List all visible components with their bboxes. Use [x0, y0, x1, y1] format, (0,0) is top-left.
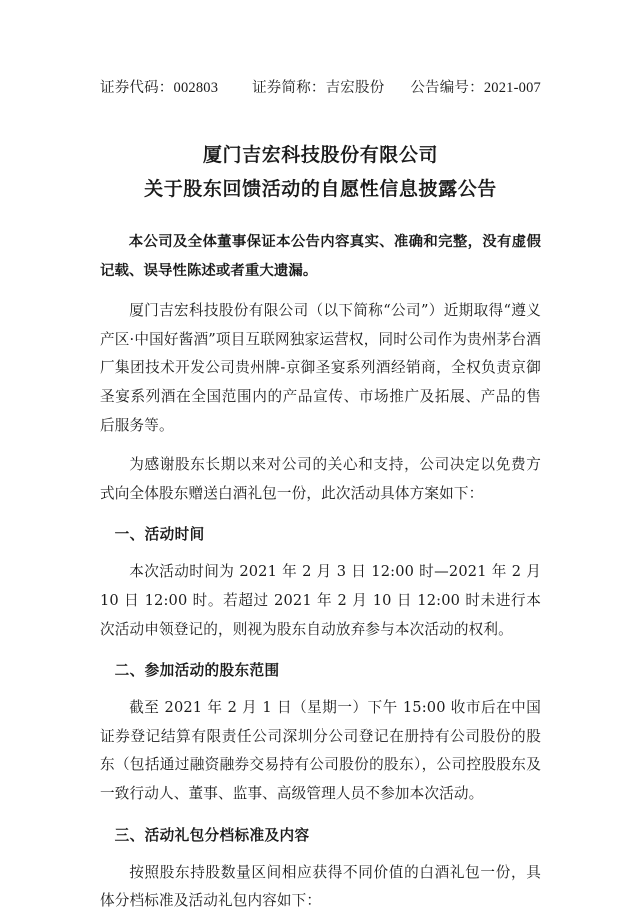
section-heading-two: 二、参加活动的股东范围	[114, 662, 280, 680]
security-abbr-group	[252, 78, 384, 98]
spacer-before-section-one	[100, 508, 541, 521]
section-heading-one: 一、活动时间	[114, 526, 205, 544]
spacer-after-heading-two	[100, 684, 541, 694]
document-content	[100, 78, 541, 916]
security-abbr-label: 证券简称：	[252, 80, 326, 96]
spacer-after-disclaimer	[100, 285, 541, 297]
security-code-label: 证券代码：	[100, 80, 174, 96]
section-heading-three: 三、活动礼包分档标准及内容	[114, 826, 310, 844]
notice-number-value: 2021-007	[483, 80, 541, 96]
security-code-value: 002803	[173, 80, 219, 96]
section-paragraph-three: 按照股东持股数量区间相应获得不同价值的白酒礼包一份，具体分档标准及活动礼包内容如下：	[100, 863, 541, 910]
security-code-group	[100, 78, 218, 98]
security-abbr-value: 吉宏股份	[325, 80, 385, 96]
securities-header-line	[100, 78, 541, 98]
notice-number-label: 公告编号：	[410, 80, 484, 96]
spacer-after-heading-one	[100, 548, 541, 558]
title-announcement-subject: 关于股东回馈活动的自愿性信息披露公告	[144, 178, 497, 200]
page-title	[100, 138, 541, 206]
spacer-after-intro	[100, 440, 541, 451]
spacer-before-section-two	[100, 644, 541, 657]
section-paragraph-two: 截至 2021 年 2 月 1 日（星期一）下午 15:00 收市后在中国证券登记结算有限责任公司深圳分公司登记在册持有公司股份的股东（包括通过融资融券交易持有公司股份的股东），公司控股股东及一致行动人、董事、监事、高级管理人员不参加本次活动。	[100, 699, 541, 802]
disclaimer-paragraph: 本公司及全体董事保证本公告内容真实、准确和完整，没有虚假记载、误导性陈述或者重大遗漏。	[100, 234, 541, 279]
intro-paragraph: 厦门吉宏科技股份有限公司（以下简称“公司”）近期取得“遵义产区·中国好酱酒”项目互联网独家运营权，同时公司作为贵州茅台酒厂集团技术开发公司贵州牌-京御圣宴系列酒经销商，全权负责京御圣宴系列酒在全国范围内的产品宣传、市场推广及拓展、产品的售后服务等。	[100, 302, 541, 434]
section-paragraph-one: 本次活动时间为 2021 年 2 月 3 日 12:00 时—2021 年 2 月 10 日 12:00 时。若超过 2021 年 2 月 10 日 12:00 时未进行本次活动申领登记的，则视为股东自动放弃参与本次活动的权利。	[100, 563, 541, 638]
spacer-before-section-three	[100, 809, 541, 822]
spacer-after-heading-three	[100, 849, 541, 859]
purpose-paragraph: 为感谢股东长期以来对公司的关心和支持，公司决定以免费方式向全体股东赠送白酒礼包一份，此次活动具体方案如下：	[100, 456, 541, 502]
notice-number-group	[410, 78, 541, 98]
title-company-name: 厦门吉宏科技股份有限公司	[202, 144, 439, 166]
